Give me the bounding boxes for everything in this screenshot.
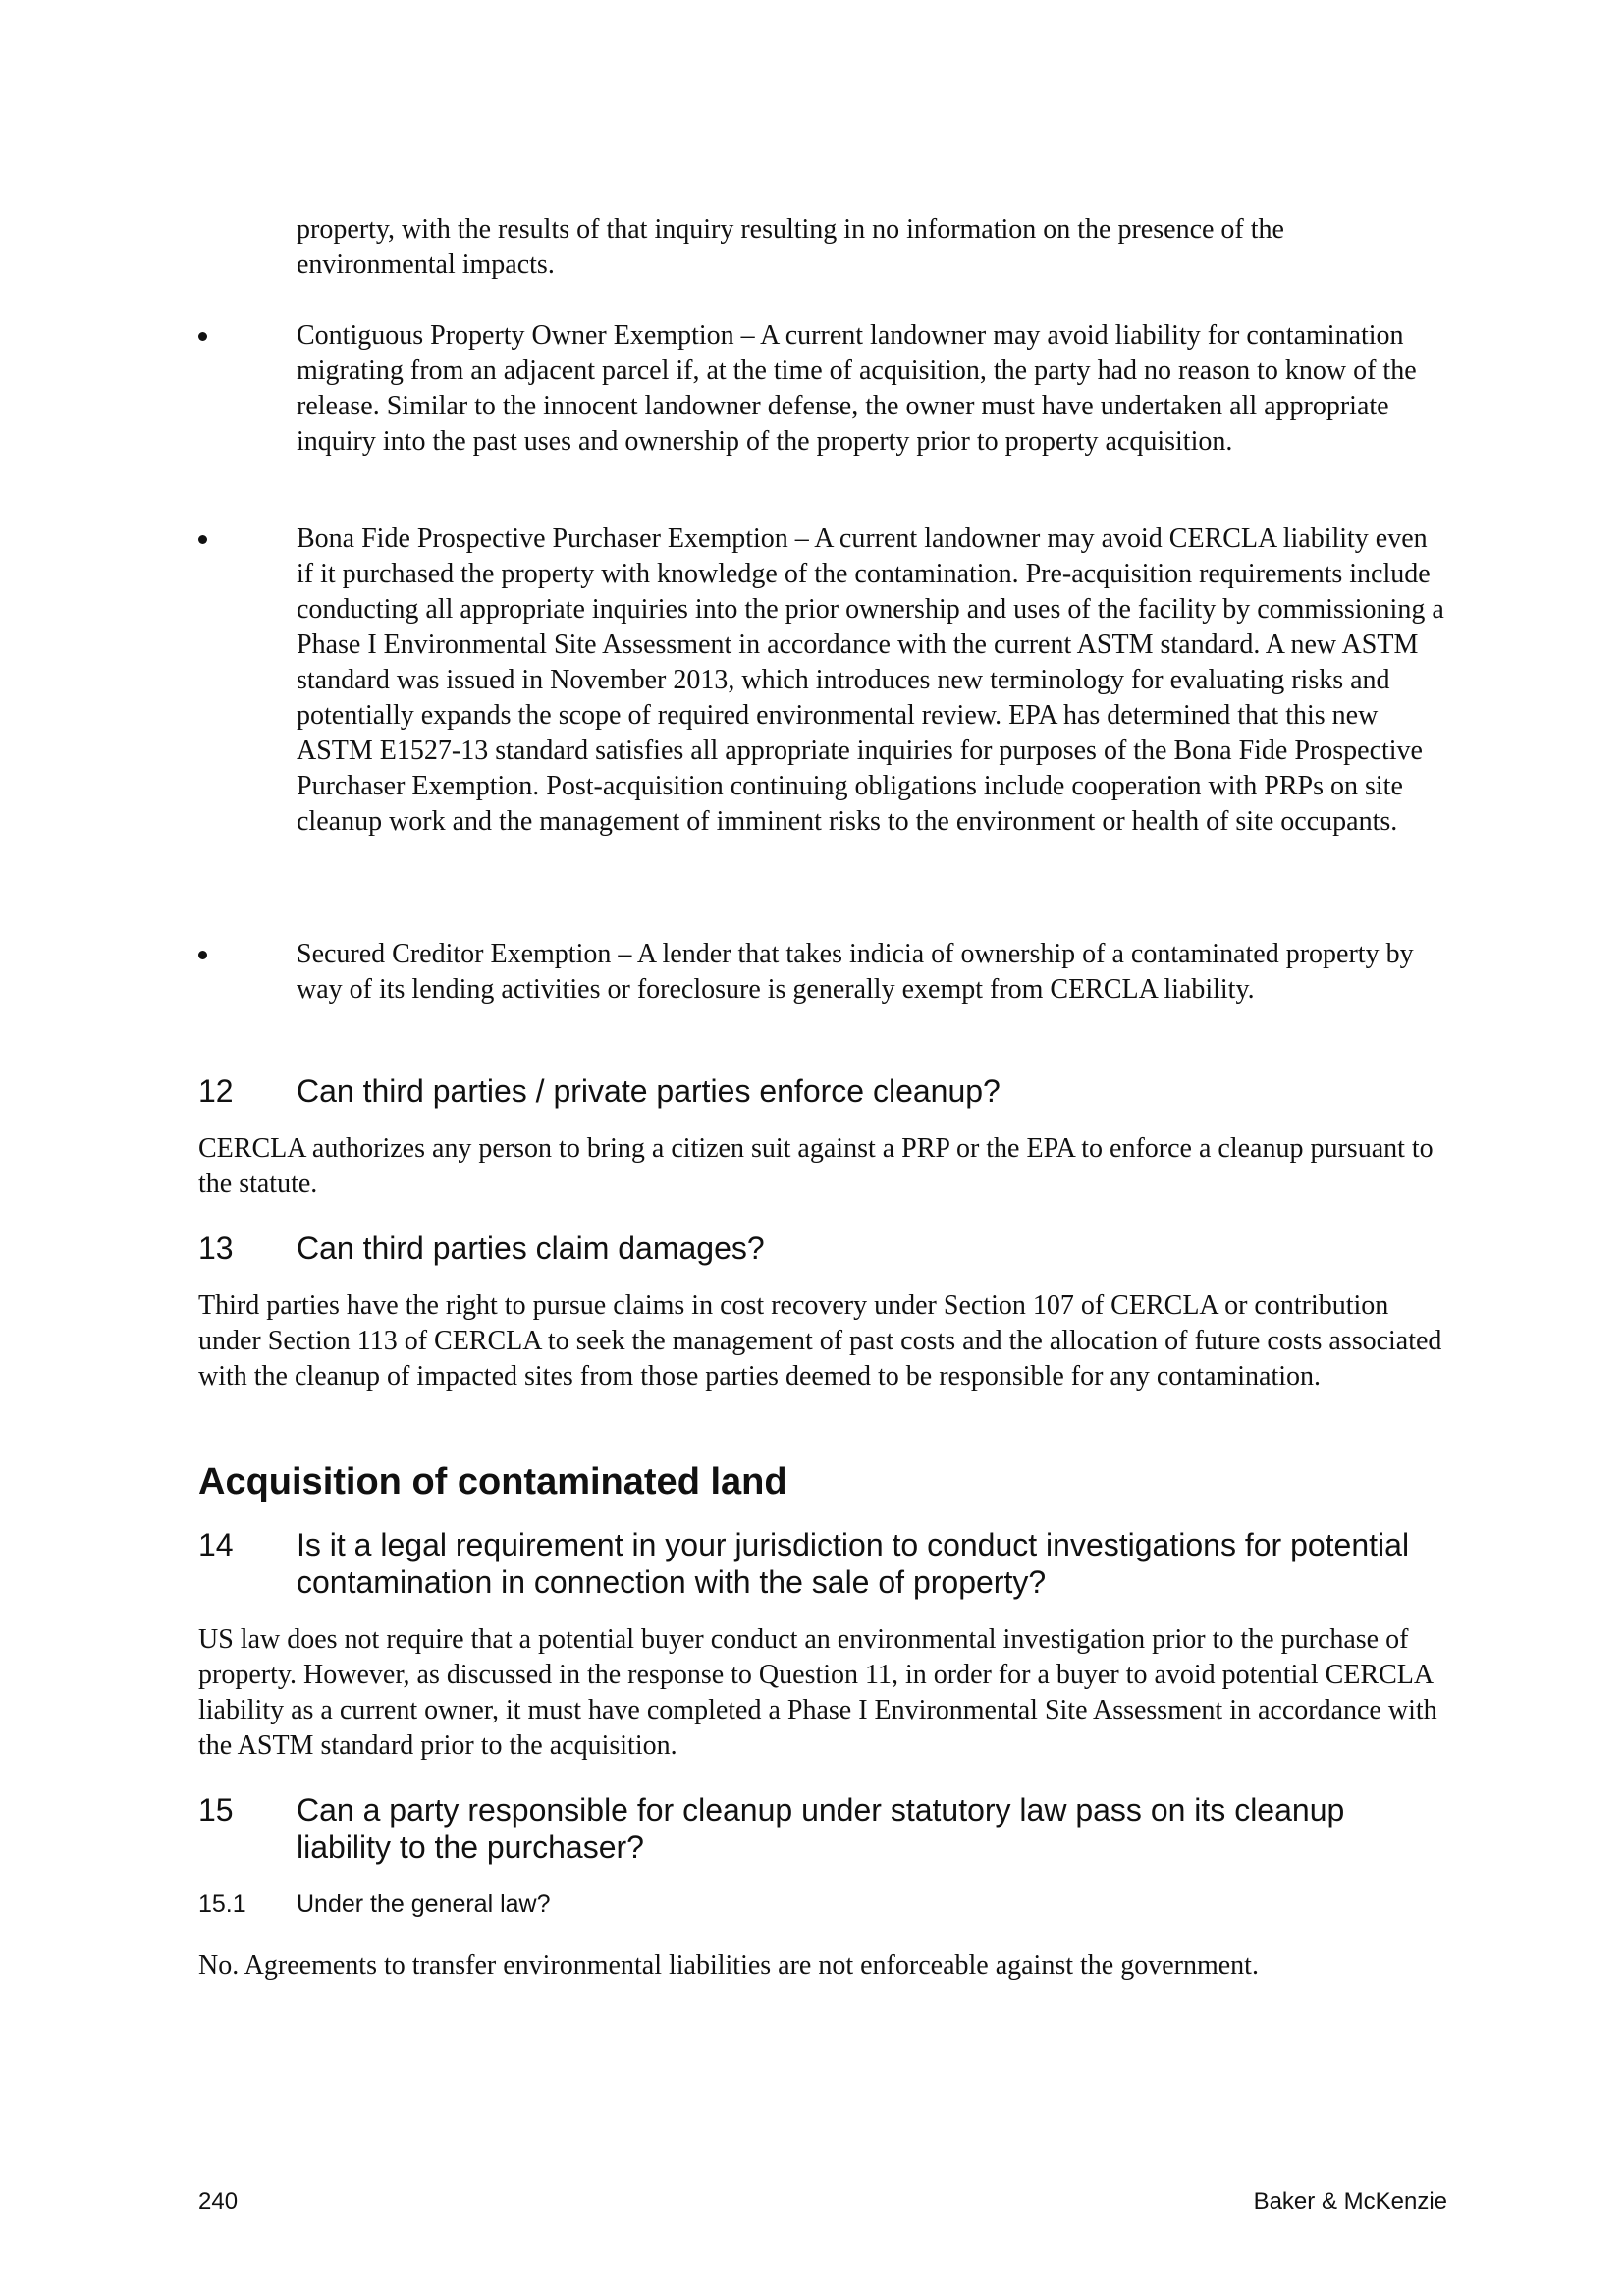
question-title: Can a party responsible for cleanup under statutory law pass on its cleanup liability to the purchaser? (297, 1792, 1345, 1865)
bullet-icon (198, 535, 207, 544)
answer-paragraph: Third parties have the right to pursue claims in cost recovery under Section 107 of CERCLA or contribution under Section 113 of CERCLA to seek the management of past costs and the allocation of future costs associated with the cleanup of impacted sites from those parties deemed to be responsible for any contamination. (198, 1290, 1442, 1392)
footer-firm-name: Baker & McKenzie (1253, 2188, 1447, 2214)
list-item-text: Secured Creditor Exemption – A lender that takes indicia of ownership of a contaminated property by way of its lending activities or foreclosure is generally exempt from CERCLA liability. (297, 939, 1414, 1005)
list-item-text: Bona Fide Prospective Purchaser Exemption – A current landowner may avoid CERCLA liability even if it purchased the property with knowledge of the contamination. Pre-acquisition requirements include conducting all appropriate inquiries into the prior ownership and uses of the facility by commissioning a Phase I Environmental Site Assessment in accordance with the current ASTM standard. A new ASTM standard was issued in November 2013, which introduces new terminology for evaluating risks and potentially expands the scope of required environmental review. EPA has determined that this new ASTM E1527-13 standard satisfies all appropriate inquiries for purposes of the Bona Fide Prospective Purchaser Exemption. Post-acquisition continuing obligations include cooperation with PRPs on site cleanup work and the management of imminent risks to the environment or health of site occupants. (297, 523, 1444, 837)
subquestion-number: 15.1 (198, 1890, 246, 1918)
question-title: Can third parties claim damages? (297, 1230, 765, 1266)
answer-paragraph: CERCLA authorizes any person to bring a citizen suit against a PRP or the EPA to enforce a cleanup pursuant to the statute. (198, 1133, 1434, 1199)
list-item-text: Contiguous Property Owner Exemption – A current landowner may avoid liability for contamination migrating from an adjacent parcel if, at the time of acquisition, the party had no reason to know of the release. Similar to the innocent landowner defense, the owner must have undertaken all appropriate inquiry into the past uses and ownership of the property prior to property acquisition. (297, 320, 1417, 457)
question-number: 13 (198, 1230, 234, 1266)
bullet-icon (198, 332, 207, 341)
question-title: Can third parties / private parties enforce cleanup? (297, 1073, 1001, 1109)
question-title: Is it a legal requirement in your jurisdiction to conduct investigations for potential contamination in connection with the sale of property? (297, 1527, 1410, 1600)
question-number: 14 (198, 1527, 234, 1562)
continuation-paragraph: property, with the results of that inquiry resulting in no information on the presence of the environmental impacts. (297, 214, 1284, 280)
bullet-icon (198, 951, 207, 959)
section-title: Acquisition of contaminated land (198, 1461, 787, 1503)
page-number: 240 (198, 2188, 239, 2214)
question-number: 12 (198, 1073, 234, 1109)
answer-paragraph: US law does not require that a potential buyer conduct an environmental investigation prior to the purchase of property. However, as discussed in the response to Question 11, in order for a buyer to avoid potential CERCLA liability as a current owner, it must have completed a Phase I Environmental Site Assessment in accordance with the ASTM standard prior to the acquisition. (198, 1624, 1437, 1761)
question-number: 15 (198, 1792, 234, 1828)
subquestion-title: Under the general law? (297, 1890, 551, 1918)
answer-paragraph: No. Agreements to transfer environmental liabilities are not enforceable against the government. (198, 1950, 1259, 1981)
